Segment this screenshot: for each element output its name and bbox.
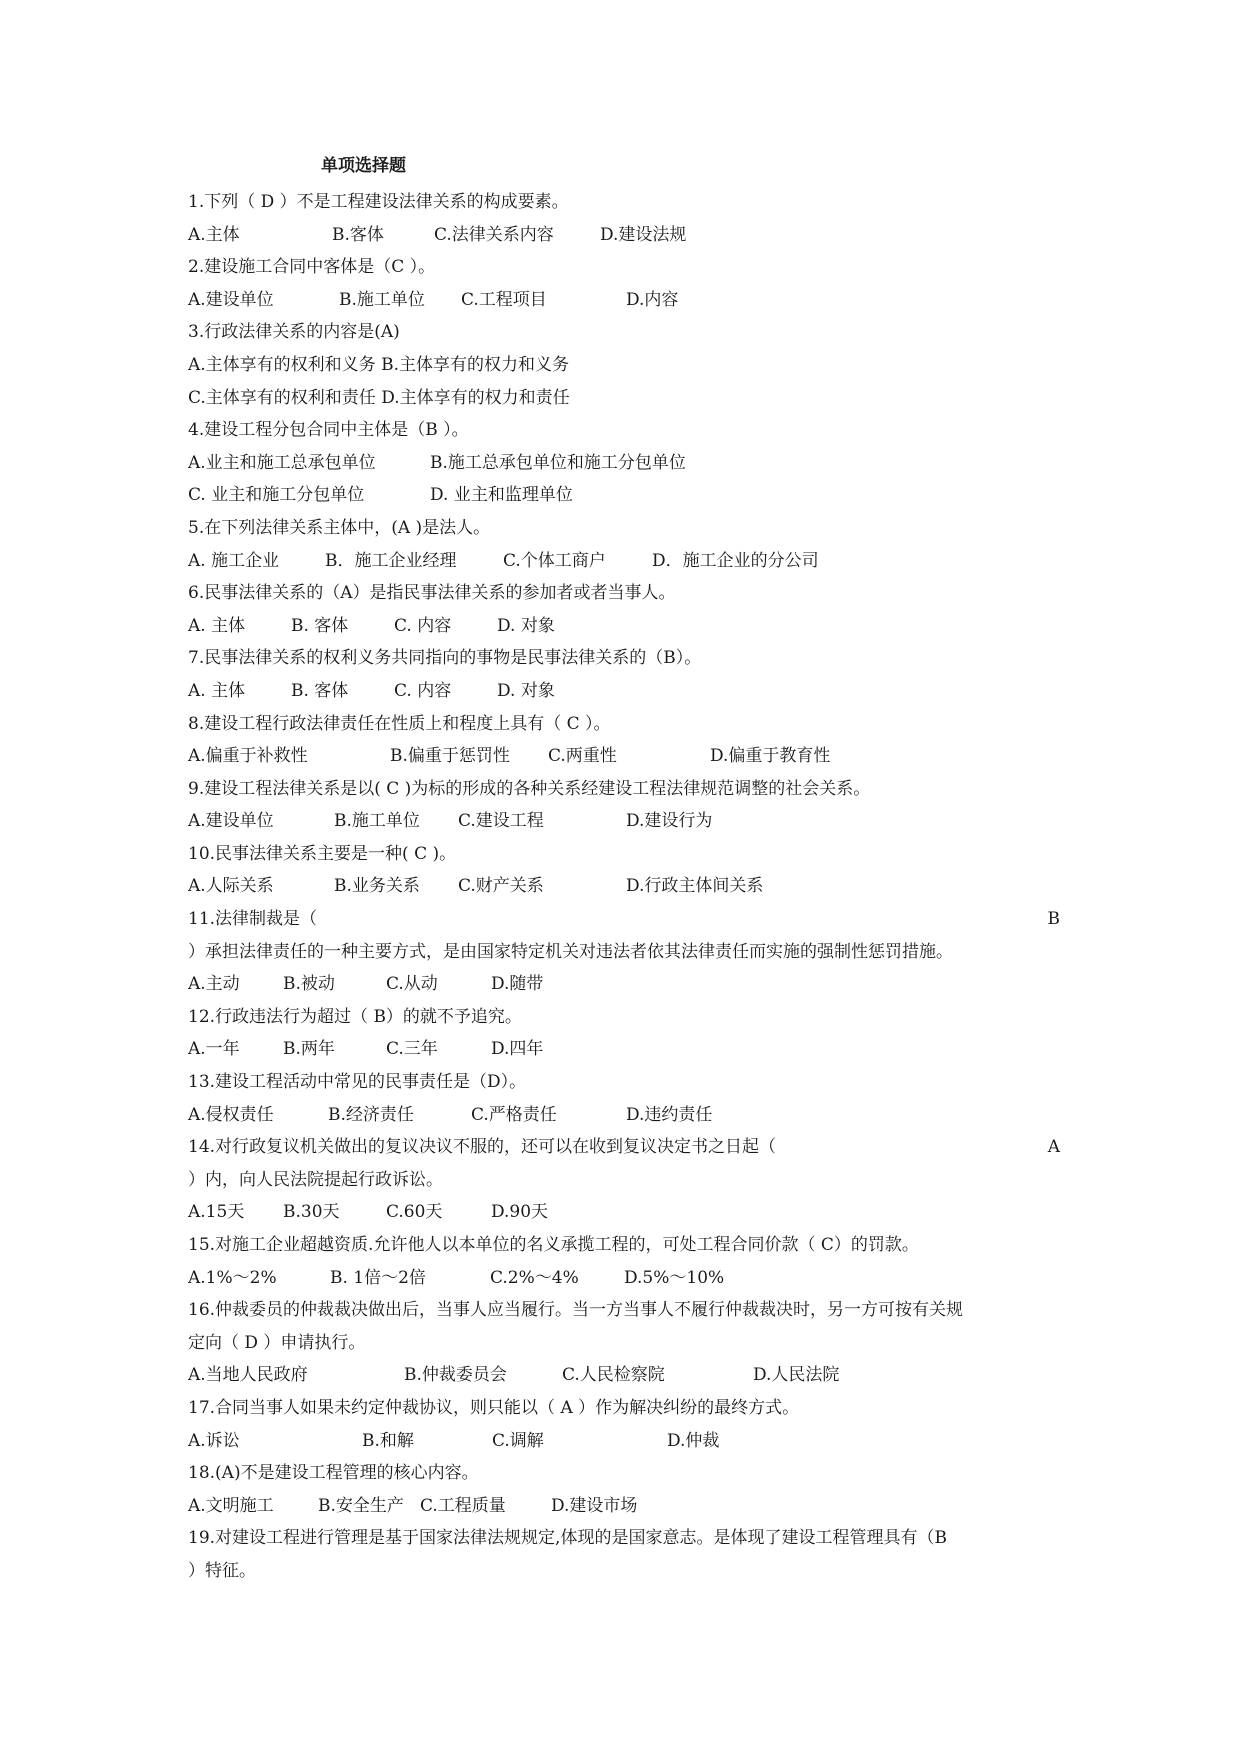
answer-option: D．施工企业的分公司 (652, 550, 819, 571)
answer-option: B．施工企业经理 (325, 550, 457, 571)
question-text-line: A.主体享有的权利和义务 B.主体享有的权力和义务 (188, 354, 569, 375)
section-title: 单项选择题 (321, 156, 406, 176)
answer-option: C. 内容 (394, 615, 452, 636)
answer-option: C.严格责任 (471, 1104, 557, 1125)
question-text-line: 15.对施工企业超越资质.允许他人以本单位的名义承揽工程的，可处工程合同价款（ C）的罚款。 (188, 1235, 919, 1255)
question-text-line-split (188, 903, 1060, 936)
answer-option: B. 客体 (291, 680, 349, 701)
answer-options-line (188, 1425, 1060, 1458)
answer-option: A.侵权责任 (188, 1104, 274, 1125)
answer-option: A. 施工企业 (188, 550, 280, 571)
answer-option: B.30天 (283, 1202, 340, 1223)
answer-option: D.人民法院 (753, 1365, 840, 1386)
question-text-line: 8.建设工程行政法律责任在性质上和程度上具有（ C ）。 (188, 713, 611, 734)
answer-option: C. 内容 (394, 680, 452, 701)
answer-option: D.偏重于教育性 (710, 746, 831, 767)
answer-option: C.60天 (386, 1202, 443, 1223)
answer-option: B.被动 (283, 974, 335, 995)
answer-option: D.行政主体间关系 (626, 876, 764, 897)
answer-options-line (188, 870, 1060, 903)
question-text-line: 18.(A)不是建设工程管理的核心内容。 (188, 1463, 479, 1484)
question-text-line: 7.民事法律关系的权利义务共同指向的事物是民事法律关系的（B）。 (188, 648, 702, 669)
answer-option: A.当地人民政府 (188, 1365, 308, 1386)
question-text-line: 2.建设施工合同中客体是（C ）。 (188, 257, 436, 278)
question-text-left: 11.法律制裁是（ (188, 909, 318, 930)
question-text-line: ）内，向人民法院提起行政诉讼。 (188, 1169, 443, 1190)
answer-option: D.违约责任 (626, 1104, 713, 1125)
answer-option: D.内容 (626, 289, 679, 310)
question-text-line: 1.下列（ D ）不是工程建设法律关系的构成要素。 (188, 192, 569, 212)
answer-option: D.建设行为 (626, 811, 713, 832)
answer-option: B. 1倍～2倍 (330, 1267, 426, 1288)
answer-option: B.业务关系 (334, 876, 420, 897)
question-text-line: 5.在下列法律关系主体中，(A )是法人。 (188, 517, 491, 538)
answer-option: C.三年 (386, 1039, 438, 1060)
answer-option: A.一年 (188, 1039, 240, 1060)
answer-option: A.1%～2% (188, 1267, 277, 1288)
question-text-line: 6.民事法律关系的（A）是指民事法律关系的参加者或者当事人。 (188, 583, 676, 604)
answer-options-line (188, 1033, 1060, 1066)
question-text-line: 12.行政违法行为超过（ B）的就不予追究。 (188, 1006, 522, 1027)
answer-option: D.建设法规 (600, 224, 687, 245)
question-text-line: 13.建设工程活动中常见的民事责任是（D）。 (188, 1072, 527, 1093)
answer-options-line (188, 545, 1060, 578)
answer-option: A.建设单位 (188, 811, 274, 832)
answer-option: A.人际关系 (188, 876, 274, 897)
question-text-left: 14.对行政复议机关做出的复议决议不服的，还可以在收到复议决定书之日起（ (188, 1137, 777, 1158)
answer-option: A.偏重于补救性 (188, 746, 308, 767)
answer-option: C.从动 (386, 974, 438, 995)
question-text-line: C.主体享有的权利和责任 D.主体享有的权力和责任 (188, 387, 570, 408)
answer-option: B.施工单位 (339, 289, 425, 310)
answer-options-line (188, 805, 1060, 838)
answer-options-line (188, 1196, 1060, 1229)
answer-option: B.两年 (283, 1039, 335, 1060)
question-text-line: ）承担法律责任的一种主要方式，是由国家特定机关对违法者依其法律责任而实施的强制性惩罚措施。 (188, 941, 953, 962)
answer-option: C.调解 (492, 1430, 544, 1451)
answer-option: D.5%～10% (624, 1267, 725, 1288)
answer-option: D.仲裁 (667, 1430, 720, 1451)
answer-option: A.建设单位 (188, 289, 274, 310)
answer-option: C.个体工商户 (503, 550, 606, 571)
answer-options-line (188, 675, 1060, 708)
question-text-line: 16.仲裁委员的仲裁裁决做出后，当事人应当履行。当一方当事人不履行仲裁裁决时，另一方可按有关规 (188, 1300, 964, 1321)
answer-option: A.业主和施工总承包单位 (188, 452, 376, 473)
answer-options-line (188, 284, 1060, 317)
answer-options-line (188, 219, 1060, 252)
answer-option: B.施工总承包单位和施工分包单位 (430, 452, 686, 473)
answer-option: A.诉讼 (188, 1430, 240, 1451)
answer-option: B.和解 (362, 1430, 414, 1451)
answer-option: C.工程项目 (461, 289, 547, 310)
answer-option: B.施工单位 (334, 811, 420, 832)
question-text-line-split (188, 1131, 1060, 1164)
answer-option: A. 主体 (188, 680, 246, 701)
answer-option: D. 业主和监理单位 (430, 485, 573, 506)
answer-option: A.文明施工 (188, 1495, 274, 1516)
question-text-line: 4.建设工程分包合同中主体是（B ）。 (188, 420, 469, 441)
answer-option: C.法律关系内容 (434, 224, 554, 245)
question-text-line: 10.民事法律关系主要是一种( C )。 (188, 843, 457, 864)
answer-options-line (188, 740, 1060, 773)
answer-options-line (188, 610, 1060, 643)
answer-options-line (188, 1262, 1060, 1295)
answer-option: C.工程质量 (420, 1495, 506, 1516)
question-list (188, 186, 1060, 1588)
answer-option: B.客体 (332, 224, 384, 245)
answer-letter: B (1047, 909, 1060, 930)
answer-option: A. 主体 (188, 615, 246, 636)
answer-option: B.经济责任 (328, 1104, 414, 1125)
answer-options-line (188, 1490, 1060, 1523)
answer-option: C.建设工程 (458, 811, 544, 832)
answer-option: D.90天 (491, 1202, 549, 1223)
question-text-line: 9.建设工程法律关系是以( C )为标的形成的各种关系经建设工程法律规范调整的社会关系。 (188, 778, 871, 799)
question-text-line: ）特征。 (188, 1560, 256, 1581)
answer-letter: A (1047, 1137, 1060, 1158)
answer-option: B.安全生产 (318, 1495, 404, 1516)
answer-options-line (188, 479, 1060, 512)
answer-option: C.2%～4% (490, 1267, 579, 1288)
question-text-line: 19.对建设工程进行管理是基于国家法律法规规定,体现的是国家意志。是体现了建设工程管理具有（B (188, 1528, 947, 1549)
answer-option: C.两重性 (548, 746, 617, 767)
answer-option: B.偏重于惩罚性 (390, 746, 510, 767)
answer-option: A.15天 (188, 1202, 245, 1223)
answer-options-line (188, 447, 1060, 480)
answer-option: B. 客体 (291, 615, 349, 636)
answer-option: A.主动 (188, 974, 240, 995)
answer-option: A.主体 (188, 224, 240, 245)
answer-options-line (188, 1359, 1060, 1392)
answer-option: D.随带 (491, 974, 544, 995)
answer-option: D. 对象 (497, 615, 555, 636)
answer-options-line (188, 968, 1060, 1001)
answer-option: D. 对象 (497, 680, 555, 701)
question-text-line: 3.行政法律关系的内容是(A) (188, 322, 400, 343)
answer-option: C. 业主和施工分包单位 (188, 485, 365, 506)
answer-option: D.四年 (491, 1039, 544, 1060)
answer-options-line (188, 1099, 1060, 1132)
answer-option: B.仲裁委员会 (404, 1365, 507, 1386)
answer-option: C.人民检察院 (562, 1365, 665, 1386)
answer-option: C.财产关系 (458, 876, 544, 897)
question-text-line: 定向（ D ）申请执行。 (188, 1332, 366, 1353)
question-text-line: 17.合同当事人如果未约定仲裁协议，则只能以（ A ）作为解决纠纷的最终方式。 (188, 1397, 800, 1418)
answer-option: D.建设市场 (551, 1495, 638, 1516)
